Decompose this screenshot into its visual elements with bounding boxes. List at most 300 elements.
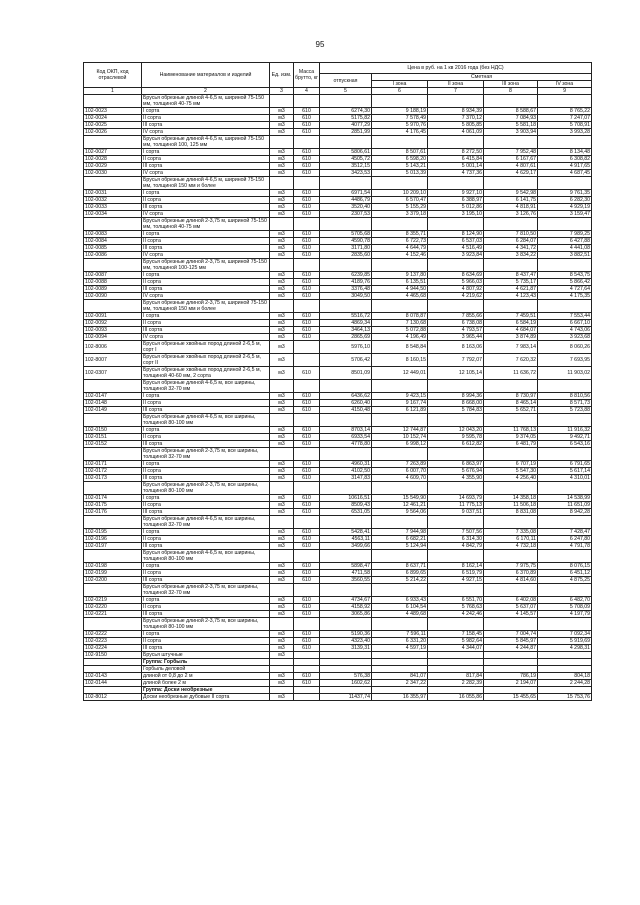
table-cell: 3423,53 <box>320 170 372 177</box>
table-cell: I сорта <box>142 190 270 197</box>
table-cell: 102-0030 <box>84 170 142 177</box>
table-cell: III сорта <box>142 204 270 211</box>
table-cell: 8 548,84 <box>372 341 428 354</box>
table-cell: 3065,86 <box>320 611 372 618</box>
table-cell <box>372 218 428 231</box>
table-cell: 7 553,44 <box>538 313 592 320</box>
table-cell: м3 <box>270 279 294 286</box>
table-cell <box>270 218 294 231</box>
table-cell: 3 834,22 <box>484 252 538 259</box>
table-cell <box>320 618 372 631</box>
table-cell <box>84 687 142 694</box>
table-row <box>84 238 592 245</box>
table-cell <box>270 95 294 108</box>
table-cell: 610 <box>294 475 320 482</box>
table-cell: 4189,76 <box>320 279 372 286</box>
table-cell: 610 <box>294 536 320 543</box>
table-row <box>84 334 592 341</box>
table-cell <box>428 300 484 313</box>
table-cell: II сорта <box>142 115 270 122</box>
table-cell: 610 <box>294 197 320 204</box>
table-cell <box>84 550 142 563</box>
table-cell: 610 <box>294 441 320 448</box>
table-cell: 6 451,12 <box>538 570 592 577</box>
table-cell: 4486,79 <box>320 197 372 204</box>
table-cell: 4 145,57 <box>484 611 538 618</box>
table-row <box>84 393 592 400</box>
table-cell: 576,38 <box>320 673 372 680</box>
table-cell: 6 482,70 <box>538 597 592 604</box>
table-cell: 2851,99 <box>320 129 372 136</box>
table-cell: 6 170,11 <box>484 536 538 543</box>
table-cell: 7 983,14 <box>484 341 538 354</box>
table-cell: 610 <box>294 211 320 218</box>
table-cell: 610 <box>294 495 320 502</box>
table-cell: 7 459,51 <box>484 313 538 320</box>
subgroup-row <box>84 259 592 272</box>
table-cell: 7 158,45 <box>428 631 484 638</box>
table-cell: 102-0086 <box>84 252 142 259</box>
table-cell <box>270 300 294 313</box>
table-cell: 6 537,03 <box>428 238 484 245</box>
table-cell: м3 <box>270 570 294 577</box>
table-cell: 4 489,68 <box>372 611 428 618</box>
table-cell: 4 842,79 <box>428 543 484 550</box>
table-cell <box>538 652 592 659</box>
col-index: 1 <box>84 88 142 95</box>
table-cell <box>84 259 142 272</box>
col-header-mass: Масса брутто, кг <box>294 63 320 88</box>
table-row <box>84 543 592 550</box>
table-cell <box>270 448 294 461</box>
table-cell: м3 <box>270 536 294 543</box>
table-cell <box>294 259 320 272</box>
table-cell: 102-0171 <box>84 461 142 468</box>
table-cell: 102-0198 <box>84 563 142 570</box>
table-cell <box>320 584 372 597</box>
table-cell: 102-0223 <box>84 638 142 645</box>
table-cell <box>270 482 294 495</box>
table-cell: 610 <box>294 631 320 638</box>
table-cell: 9 188,19 <box>372 108 428 115</box>
table-cell: 8 078,87 <box>372 313 428 320</box>
table-cell: 6 933,43 <box>372 597 428 604</box>
subgroup-title: Брусья обрезные длиной 2-3,75 м, все ширины, толщиной 32-70 мм <box>142 448 270 461</box>
table-cell: II сорта <box>142 434 270 441</box>
table-cell: 3 882,51 <box>538 252 592 259</box>
table-row <box>84 354 592 367</box>
table-cell: 7 810,50 <box>484 231 538 238</box>
table-row <box>84 293 592 300</box>
table-cell: 7 952,48 <box>484 149 538 156</box>
table-cell <box>372 414 428 427</box>
table-cell: 10 152,74 <box>372 434 428 441</box>
table-cell <box>294 652 320 659</box>
table-cell: IV сорта <box>142 252 270 259</box>
table-cell <box>538 448 592 461</box>
table-cell <box>294 341 320 354</box>
table-cell: 610 <box>294 570 320 577</box>
table-row <box>84 570 592 577</box>
table-cell: II сорта <box>142 238 270 245</box>
table-cell: 3464,13 <box>320 327 372 334</box>
subgroup-title: Брусья обрезные длиной 4-6,5 м, все ширины, толщиной 32-70 мм <box>142 380 270 393</box>
table-cell <box>294 482 320 495</box>
table-cell: 6 415,84 <box>428 156 484 163</box>
table-cell: 5 970,76 <box>372 122 428 129</box>
table-cell: 610 <box>294 238 320 245</box>
table-cell: 11 636,72 <box>484 367 538 380</box>
table-cell <box>270 136 294 149</box>
table-cell: 102-0024 <box>84 115 142 122</box>
table-cell: 4563,11 <box>320 536 372 543</box>
table-cell: 4 465,68 <box>372 293 428 300</box>
table-cell <box>538 177 592 190</box>
table-cell <box>270 659 294 666</box>
subgroup-row <box>84 380 592 393</box>
table-cell: 610 <box>294 231 320 238</box>
table-cell: 6 007,70 <box>372 468 428 475</box>
table-cell: 102-0220 <box>84 604 142 611</box>
table-cell: 6971,54 <box>320 190 372 197</box>
table-cell: 7 370,12 <box>428 115 484 122</box>
table-cell: 4 341,72 <box>484 245 538 252</box>
table-cell: 6 284,07 <box>484 238 538 245</box>
table-cell <box>428 659 484 666</box>
table-cell <box>428 136 484 149</box>
table-cell: 610 <box>294 563 320 570</box>
table-cell: 3520,40 <box>320 204 372 211</box>
table-cell <box>84 136 142 149</box>
table-cell: м3 <box>270 563 294 570</box>
table-cell: 8 994,36 <box>428 393 484 400</box>
col-index: 4 <box>294 88 320 95</box>
table-cell: м3 <box>270 631 294 638</box>
table-cell: 4 061,09 <box>428 129 484 136</box>
table-cell: 7 130,68 <box>372 320 428 327</box>
table-row <box>84 252 592 259</box>
col-header-code: Код ОКП, код отраслевой <box>84 63 142 88</box>
table-cell <box>270 414 294 427</box>
zone-header: IV зона <box>538 81 592 88</box>
table-cell: 11 775,13 <box>428 502 484 509</box>
table-cell: 4 814,60 <box>484 577 538 584</box>
table-cell: III сорта <box>142 475 270 482</box>
subgroup-title: Брусья обрезные длиной 2-3,75 м, все ширины, толщиной 80-100 мм <box>142 618 270 631</box>
table-cell <box>320 177 372 190</box>
table-cell: 5 919,69 <box>538 638 592 645</box>
table-row <box>84 434 592 441</box>
table-cell <box>484 584 538 597</box>
table-cell: II сорта <box>142 468 270 475</box>
table-cell: 6 247,80 <box>538 536 592 543</box>
table-cell: 3512,15 <box>320 163 372 170</box>
table-cell: 5 735,17 <box>484 279 538 286</box>
subgroup-title: Брусья обрезные длиной 4-6,5 м, шириной 75-150 мм, толщиной 150 мм и более <box>142 177 270 190</box>
table-cell: 8509,43 <box>320 502 372 509</box>
subgroup-row <box>84 618 592 631</box>
table-cell: Брусья штучные <box>142 652 270 659</box>
table-cell <box>428 448 484 461</box>
table-cell: 102-0027 <box>84 149 142 156</box>
table-cell <box>372 136 428 149</box>
table-cell: I сорта <box>142 427 270 434</box>
table-cell <box>294 666 320 673</box>
table-cell: м3 <box>270 238 294 245</box>
table-cell: 102-0087 <box>84 272 142 279</box>
table-cell: 12 105,14 <box>428 367 484 380</box>
table-cell: 102-0222 <box>84 631 142 638</box>
table-cell: 6 481,79 <box>484 441 538 448</box>
table-cell <box>484 259 538 272</box>
table-cell: 7 578,49 <box>372 115 428 122</box>
table-cell: 5 637,07 <box>484 604 538 611</box>
table-cell: 8 730,97 <box>484 393 538 400</box>
table-cell: 4869,34 <box>320 320 372 327</box>
table-cell <box>294 218 320 231</box>
table-cell: м3 <box>270 502 294 509</box>
table-cell: 9 595,78 <box>428 434 484 441</box>
table-cell: 6239,85 <box>320 272 372 279</box>
table-cell: II сорта <box>142 400 270 407</box>
table-cell: 4 242,46 <box>428 611 484 618</box>
table-cell: 8 272,50 <box>428 149 484 156</box>
table-cell: 5 676,94 <box>428 468 484 475</box>
table-cell: м3 <box>270 427 294 434</box>
table-row <box>84 367 592 380</box>
table-cell: 4 917,65 <box>538 163 592 170</box>
table-cell: м3 <box>270 122 294 129</box>
table-cell: 3 965,44 <box>428 334 484 341</box>
table-cell: м3 <box>270 597 294 604</box>
table-cell: II сорта <box>142 320 270 327</box>
table-cell <box>538 618 592 631</box>
col-index: 3 <box>270 88 294 95</box>
table-cell: 2307,53 <box>320 211 372 218</box>
table-cell: 610 <box>294 645 320 652</box>
table-cell: 9 374,05 <box>484 434 538 441</box>
table-cell <box>428 482 484 495</box>
table-cell: III сорта <box>142 163 270 170</box>
table-cell <box>294 584 320 597</box>
table-cell: 7 944,98 <box>372 529 428 536</box>
table-cell <box>484 516 538 529</box>
table-cell: Брусья обрезные хвойных пород длиной 2-6,5 м, сорт I <box>142 341 270 354</box>
group-title: Группа: Доски необрезные <box>142 687 270 694</box>
table-cell <box>320 659 372 666</box>
table-cell: 4 644,79 <box>372 245 428 252</box>
table-cell: длиной от 0,8 до 2 м <box>142 673 270 680</box>
table-cell: 4 727,64 <box>538 286 592 293</box>
table-cell <box>320 550 372 563</box>
table-cell: 102-0088 <box>84 279 142 286</box>
table-cell: III сорта <box>142 509 270 516</box>
subgroup-title: Брусья обрезные длиной 4-6,5 м, все ширины, толщиной 80-100 мм <box>142 550 270 563</box>
subgroup-row <box>84 666 592 673</box>
table-cell: 610 <box>294 163 320 170</box>
subgroup-title: Брусья обрезные длиной 4-6,5 м, все ширины, толщиной 80-100 мм <box>142 414 270 427</box>
table-cell: 5428,41 <box>320 529 372 536</box>
table-cell: 10616,51 <box>320 495 372 502</box>
subgroup-title: Брусья обрезные длиной 4-6,5 м, все ширины, толщиной 32-70 мм <box>142 516 270 529</box>
table-cell: 610 <box>294 327 320 334</box>
table-cell: 7 263,89 <box>372 461 428 468</box>
table-cell: м3 <box>270 252 294 259</box>
table-cell: 610 <box>294 367 320 380</box>
table-cell: 102-0032 <box>84 197 142 204</box>
table-cell <box>484 380 538 393</box>
table-row <box>84 204 592 211</box>
table-row <box>84 604 592 611</box>
table-cell: 8 134,48 <box>538 149 592 156</box>
table-cell: м3 <box>270 320 294 327</box>
table-cell: 4 687,45 <box>538 170 592 177</box>
table-cell: 804,18 <box>538 673 592 680</box>
table-cell <box>484 300 538 313</box>
table-cell: 6 707,19 <box>484 461 538 468</box>
table-cell: 4 818,91 <box>484 204 538 211</box>
table-cell: 610 <box>294 427 320 434</box>
table-row <box>84 563 592 570</box>
table-cell: 2 244,28 <box>538 680 592 687</box>
table-cell: 817,84 <box>428 673 484 680</box>
table-cell: м3 <box>270 115 294 122</box>
table-cell: м3 <box>270 680 294 687</box>
subgroup-title: Брусья обрезные длиной 2-3,75 м, шириной 75-150 мм, толщиной 150 мм и более <box>142 300 270 313</box>
table-cell: 4 732,18 <box>484 543 538 550</box>
table-cell: 102-0031 <box>84 190 142 197</box>
subgroup-title: Брусья обрезные длиной 2-3,75 м, шириной 75-150 мм, толщиной 100-125 мм <box>142 259 270 272</box>
table-cell: 5 982,64 <box>428 638 484 645</box>
table-cell: 8 163,06 <box>428 341 484 354</box>
table-cell <box>484 218 538 231</box>
table-cell: 841,07 <box>372 673 428 680</box>
table-cell <box>428 414 484 427</box>
table-cell: 4 597,19 <box>372 645 428 652</box>
table-cell: III сорта <box>142 645 270 652</box>
table-cell: 6933,54 <box>320 434 372 441</box>
table-row <box>84 400 592 407</box>
table-cell: 102-0149 <box>84 407 142 414</box>
table-cell: 15 753,76 <box>538 694 592 701</box>
table-row <box>84 673 592 680</box>
table-cell: 8 162,14 <box>428 563 484 570</box>
col-header-name: Наименование материалов и изделий <box>142 63 270 88</box>
table-cell: м3 <box>270 211 294 218</box>
table-cell: 8703,14 <box>320 427 372 434</box>
table-cell: 6 121,89 <box>372 407 428 414</box>
table-cell: III сорта <box>142 543 270 550</box>
subgroup-row <box>84 516 592 529</box>
table-row <box>84 611 592 618</box>
table-cell: 610 <box>294 673 320 680</box>
table-row <box>84 211 592 218</box>
subgroup-row <box>84 550 592 563</box>
table-cell: 9 564,06 <box>372 509 428 516</box>
table-cell: I сорта <box>142 393 270 400</box>
table-cell: 11437,74 <box>320 694 372 701</box>
table-cell: 6 519,79 <box>428 570 484 577</box>
table-cell: 3 159,47 <box>538 211 592 218</box>
table-cell: 9 037,51 <box>428 509 484 516</box>
table-cell: 102-0089 <box>84 286 142 293</box>
table-row <box>84 427 592 434</box>
table-cell: 8 437,47 <box>484 272 538 279</box>
table-cell <box>270 584 294 597</box>
table-cell: м3 <box>270 495 294 502</box>
table-cell <box>320 516 372 529</box>
table-cell: м3 <box>270 441 294 448</box>
subgroup-row <box>84 177 592 190</box>
table-cell: 4 344,07 <box>428 645 484 652</box>
col-index: 8 <box>484 88 538 95</box>
table-cell <box>428 259 484 272</box>
table-cell <box>294 694 320 701</box>
table-cell: 102-8006 <box>84 341 142 354</box>
table-cell: м3 <box>270 694 294 701</box>
table-row <box>84 631 592 638</box>
table-cell: 3049,50 <box>320 293 372 300</box>
table-cell: 3 379,18 <box>372 211 428 218</box>
group-row <box>84 687 592 694</box>
table-cell: 6 998,12 <box>372 441 428 448</box>
table-cell: 11 916,32 <box>538 427 592 434</box>
table-cell: 610 <box>294 604 320 611</box>
table-cell <box>372 550 428 563</box>
subgroup-row <box>84 584 592 597</box>
table-cell: м3 <box>270 367 294 380</box>
table-cell: III сорта <box>142 245 270 252</box>
table-cell <box>372 95 428 108</box>
table-cell: м3 <box>270 645 294 652</box>
table-cell: 5976,10 <box>320 341 372 354</box>
table-cell <box>84 618 142 631</box>
table-cell: 610 <box>294 122 320 129</box>
table-cell <box>372 516 428 529</box>
table-row <box>84 536 592 543</box>
table-cell <box>320 136 372 149</box>
table-cell <box>294 448 320 461</box>
table-cell: 11 768,13 <box>484 427 538 434</box>
table-cell: 6 899,65 <box>372 570 428 577</box>
table-cell: 4 737,36 <box>428 170 484 177</box>
table-cell: IV сорта <box>142 334 270 341</box>
table-cell: м3 <box>270 334 294 341</box>
table-cell: м3 <box>270 509 294 516</box>
table-cell: II сорта <box>142 570 270 577</box>
table-cell: 3147,83 <box>320 475 372 482</box>
table-row <box>84 638 592 645</box>
table-cell: 3139,31 <box>320 645 372 652</box>
table-cell: 4150,48 <box>320 407 372 414</box>
table-row <box>84 245 592 252</box>
table-cell: 9 137,80 <box>372 272 428 279</box>
table-cell: 7 989,25 <box>538 231 592 238</box>
table-cell: 610 <box>294 597 320 604</box>
table-cell: 102-0152 <box>84 441 142 448</box>
table-cell: I сорта <box>142 563 270 570</box>
table-cell: 6 135,51 <box>372 279 428 286</box>
table-cell: 610 <box>294 156 320 163</box>
table-row <box>84 197 592 204</box>
table-cell <box>270 618 294 631</box>
table-cell: 9 423,15 <box>372 393 428 400</box>
table-row <box>84 286 592 293</box>
table-row <box>84 407 592 414</box>
table-cell: 3 903,94 <box>484 129 538 136</box>
table-cell <box>372 300 428 313</box>
table-cell: 7 855,66 <box>428 313 484 320</box>
